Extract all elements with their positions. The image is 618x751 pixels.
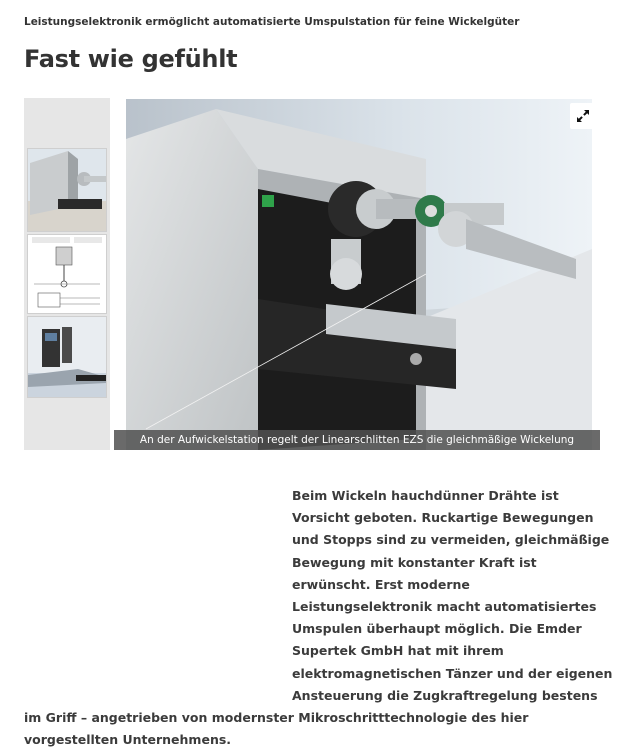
thumbnail-winding-station[interactable] (27, 148, 107, 232)
article-body-text: Beim Wickeln hauchdünner Drähte ist Vorsicht geboten. Ruckartige Bewegungen und Stopps sind zu vermeiden, gleichmäßige Bewegung mit konstanter Kraft ist erwünscht. Erst moderne Leistungselektronik macht automatisiertes Umspulen überhaupt möglich. Die Emder Supertek GmbH hat mit ihrem elektromagnetischen Tänzer und der eigenen Ansteuerung die Zugkraftregelung bestens im Griff – angetrieben von modernster Mikroschritttechnologie des hier vorgestellten Unternehmens. (24, 488, 613, 748)
thumbnail-dancer-diagram[interactable] (27, 234, 107, 314)
article-kicker: Leistungselektronik ermöglicht automatisierte Umspulstation für feine Wickelgüter (24, 16, 520, 28)
expand-icon (576, 109, 590, 123)
main-gallery-image[interactable] (126, 99, 592, 450)
article-title: Fast wie gefühlt (24, 45, 238, 73)
article-body (24, 485, 614, 751)
image-caption: An der Aufwickelstation regelt der Linearschlitten EZS die gleichmäßige Wickelung (114, 430, 600, 450)
thumbnail-strip (24, 98, 110, 450)
expand-image-button[interactable] (570, 103, 596, 129)
thumbnail-controller-product[interactable] (27, 316, 107, 398)
